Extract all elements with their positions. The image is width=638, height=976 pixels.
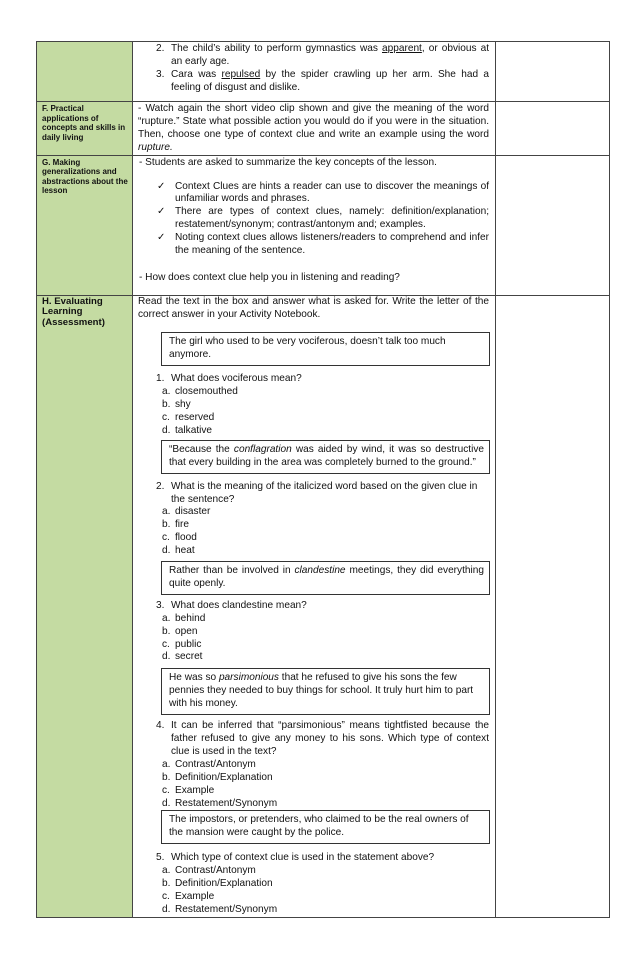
check-icon: ✓: [157, 180, 166, 192]
choice-item: a. closemouthed: [162, 386, 238, 398]
row-e-content-cell: [133, 42, 496, 102]
row-h-label: H. Evaluating Learning (Assessment): [42, 295, 105, 328]
check-icon: ✓: [157, 232, 166, 244]
row-e-label-cell: [37, 42, 133, 102]
choice-item: c. public: [162, 638, 202, 650]
choice-item: c. Example: [162, 784, 215, 796]
lesson-plan-table: [36, 41, 610, 918]
list-item: ✓ There are types of context clues, namely: definition/explanation; restatement/synonym; contrast/antonym and; examples.: [157, 206, 489, 231]
row-h: [37, 295, 610, 917]
passage-box-4: He was so parsimonious that he refused to give his sons the few pennies they needed to buy things for school. It truly hurt him to part with his money.: [161, 668, 490, 715]
assessment-instruction: Read the text in the box and answer what is asked for. Write the letter of the correct answer in your Activity Notebook.: [138, 295, 489, 320]
lesson-plan-page: [36, 41, 609, 918]
choice-item: c. flood: [162, 532, 197, 544]
question-2: 2. What is the meaning of the italicized word based on the given clue in the sentence?: [156, 480, 478, 505]
choice-item: b. shy: [162, 399, 191, 411]
row-f-text: - Watch again the short video clip shown and give the meaning of the word “rupture.” State what possible action you would do if you were in the situation. Then, choose one type of context clue and write an example using the word rupture.: [138, 103, 489, 153]
choice-item: d. secret: [162, 651, 203, 663]
choice-item: a. Contrast/Antonym: [162, 865, 256, 877]
row-h-notes-cell: [496, 295, 610, 917]
choice-item: d. Restatement/Synonym: [162, 797, 278, 809]
row-e-continuation: [37, 42, 610, 102]
row-h-content-cell: [133, 295, 496, 917]
choice-item: a. behind: [162, 612, 206, 624]
row-f-notes-cell: [496, 102, 610, 156]
row-e-notes-cell: [496, 42, 610, 102]
list-item: ✓ Noting context clues allows listeners/readers to comprehend and infer the meaning of the sentence.: [157, 232, 489, 257]
row-g-question: - How does context clue help you in listening and reading?: [139, 271, 400, 283]
choice-item: b. open: [162, 625, 198, 637]
question-4: 4. It can be inferred that “parsimonious” means tightfisted because the father refused to give any money to his sons. Which type of context clue is used in the text?: [156, 720, 489, 757]
row-g-intro: - Students are asked to summarize the key concepts of the lesson.: [139, 156, 437, 168]
row-g-content-cell: [133, 155, 496, 295]
choice-item: d. Restatement/Synonym: [162, 903, 278, 915]
row-f-label: F. Practical applications of concepts and skills in daily living: [42, 104, 126, 142]
choice-item: b. Definition/Explanation: [162, 771, 273, 783]
question-3: 3. What does clandestine mean?: [156, 599, 307, 611]
choice-item: d. heat: [162, 545, 195, 557]
choice-item: b. Definition/Explanation: [162, 878, 273, 890]
question-1: 1. What does vociferous mean?: [156, 373, 302, 385]
row-g-notes-cell: [496, 155, 610, 295]
row-f-label-cell: [37, 102, 133, 156]
choice-item: c. reserved: [162, 411, 215, 423]
list-item: 3. Cara was repulsed by the spider crawling up her arm. She had a feeling of disgust and dislike.: [156, 68, 490, 93]
row-h-label-cell: [37, 295, 133, 917]
choice-item: b. fire: [162, 519, 190, 531]
choice-item: c. Example: [162, 890, 215, 902]
choice-item: a. disaster: [162, 506, 211, 518]
passage-box-2: “Because the conflagration was aided by wind, it was so destructive that every building in the area was completely burned to the ground.”: [161, 440, 490, 474]
choice-item: a. Contrast/Antonym: [162, 758, 256, 770]
question-5: 5. Which type of context clue is used in the statement above?: [156, 852, 435, 864]
passage-box-1: The girl who used to be very vociferous, doesn’t talk too much anymore.: [161, 332, 490, 366]
list-item: ✓ Context Clues are hints a reader can use to discover the meanings of unfamiliar words and phrases.: [157, 180, 489, 205]
passage-box-3: Rather than be involved in clandestine meetings, they did everything quite openly.: [161, 561, 490, 595]
row-g: [37, 155, 610, 295]
row-f-content-cell: [133, 102, 496, 156]
row-g-label-cell: [37, 155, 133, 295]
row-f: [37, 102, 610, 156]
passage-box-5: The impostors, or pretenders, who claimed to be the real owners of the mansion were caught by the police.: [161, 810, 490, 844]
choice-item: d. talkative: [162, 424, 213, 436]
check-icon: ✓: [157, 206, 166, 218]
row-g-label: G. Making generalizations and abstractions about the lesson: [42, 157, 128, 196]
list-item: 2. The child’s ability to perform gymnastics was apparent, or obvious at an early age.: [156, 43, 489, 67]
